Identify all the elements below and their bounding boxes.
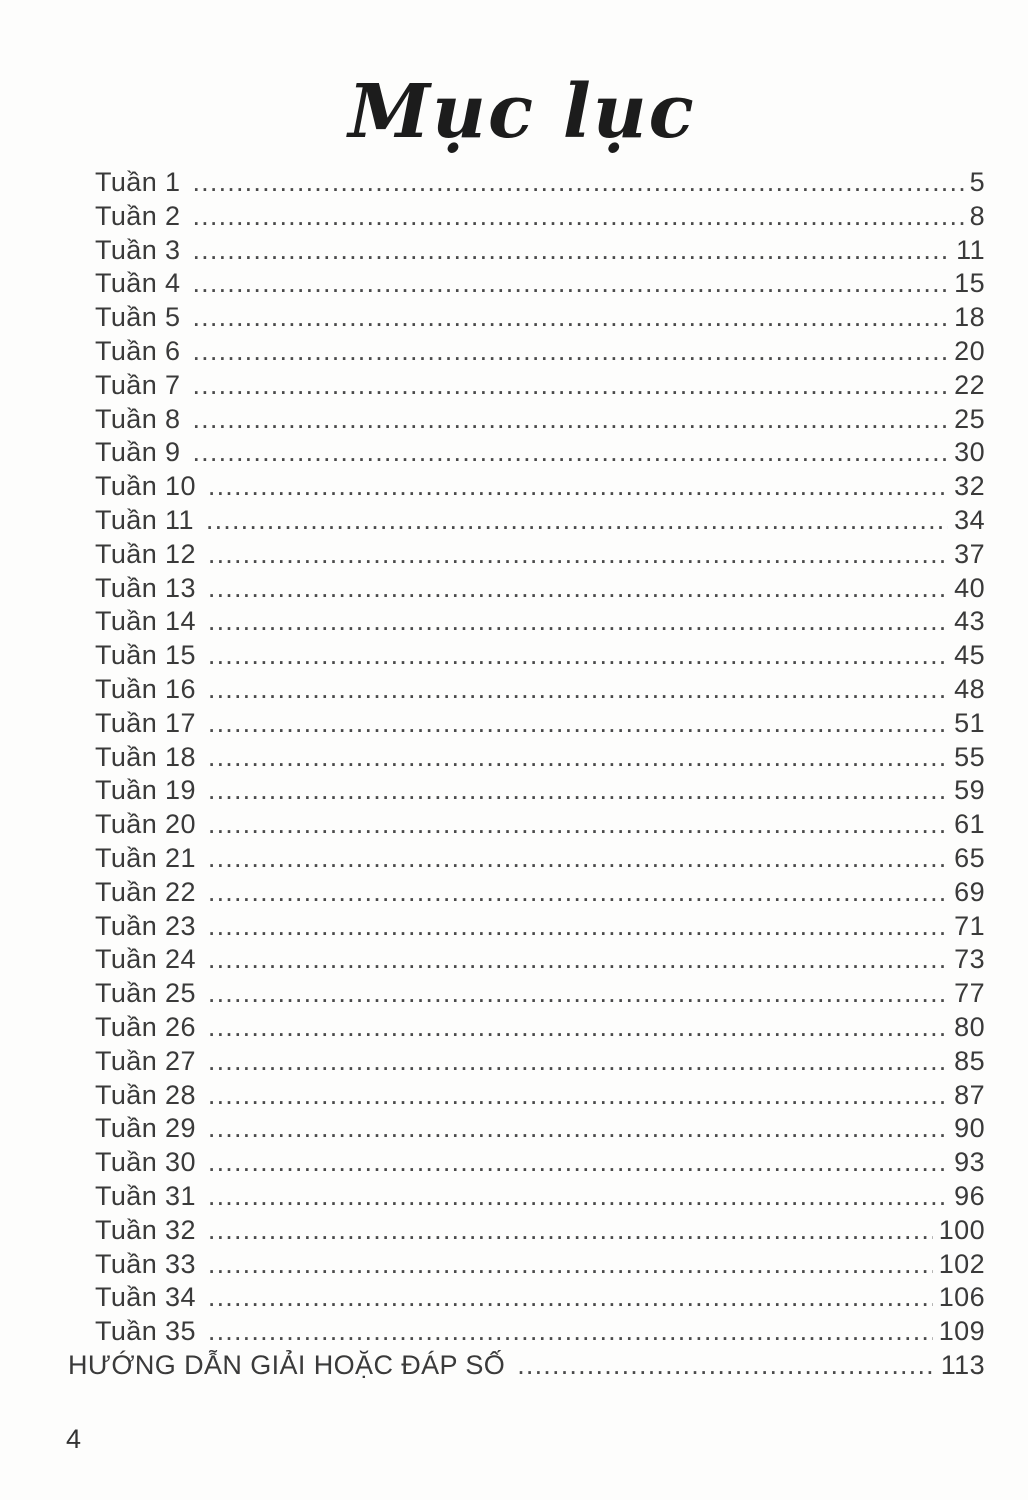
- dot-leader: [192, 403, 948, 437]
- toc-entry-page: 102: [938, 1248, 985, 1279]
- toc-entry-page: 85: [954, 1045, 985, 1076]
- dot-leader: [192, 234, 950, 268]
- toc-entry-label: Tuần 11: [95, 504, 194, 535]
- toc-entry: [95, 1011, 985, 1045]
- toc-entry-page: 30: [954, 437, 985, 468]
- toc-entry: [95, 707, 985, 741]
- toc-entry: [95, 369, 985, 403]
- toc-entry-label: Tuần 5: [95, 302, 181, 333]
- toc-entry: [95, 1281, 985, 1315]
- footer-page-number: 4: [66, 1424, 82, 1454]
- dot-leader: [208, 774, 948, 808]
- toc-entry-page: 51: [954, 707, 985, 738]
- toc-entry-page: 11: [956, 234, 985, 265]
- toc-entry-page: 32: [954, 471, 985, 502]
- toc-entry-page: 73: [954, 944, 985, 975]
- toc-entry: [95, 977, 985, 1011]
- toc-entry-label: Tuần 6: [95, 335, 181, 366]
- toc-entry: [95, 234, 985, 268]
- toc-entry-page: 34: [954, 504, 985, 535]
- dot-leader: [192, 166, 963, 200]
- toc-entry-page: 5: [969, 167, 985, 197]
- toc-entry: [95, 301, 985, 335]
- dot-leader: [208, 910, 948, 944]
- toc-entry: [95, 572, 985, 606]
- toc-entry-label: HƯỚNG DẪN GIẢI HOẶC ĐÁP SỐ: [68, 1349, 506, 1380]
- toc-entry: [95, 639, 985, 673]
- toc-entry-label: Tuần 8: [95, 403, 181, 434]
- toc-entry-label: Tuần 22: [95, 876, 196, 907]
- toc-entry-label: Tuần 1: [95, 167, 181, 197]
- toc-entry: [95, 470, 985, 504]
- toc-entry-page: 100: [938, 1214, 985, 1245]
- toc-entry: [95, 200, 985, 234]
- dot-leader: [192, 301, 948, 335]
- toc-entry-label: Tuần 23: [95, 910, 196, 941]
- toc-entry-label: Tuần 35: [95, 1316, 196, 1347]
- dot-leader: [208, 808, 948, 842]
- toc-entry-label: Tuần 13: [95, 572, 196, 603]
- toc-entry-page: 106: [938, 1282, 985, 1313]
- toc-entry-page: 93: [954, 1147, 985, 1178]
- toc-entry-label: Tuần 19: [95, 775, 196, 806]
- toc-entry-page: 18: [954, 302, 985, 333]
- page-title: Mục lục: [348, 69, 696, 155]
- toc-entry: [95, 1180, 985, 1214]
- toc-entry: [95, 1079, 985, 1113]
- toc-entry-page: 45: [954, 640, 985, 671]
- dot-leader: [517, 1349, 935, 1383]
- toc-entry-page: 37: [954, 538, 985, 569]
- dot-leader: [208, 943, 948, 977]
- dot-leader: [192, 436, 948, 470]
- toc-entry-label: Tuần 17: [95, 707, 196, 738]
- dot-leader: [208, 876, 948, 910]
- toc-entry-label: Tuần 25: [95, 978, 196, 1009]
- dot-leader: [192, 200, 963, 234]
- toc-entry: [95, 842, 985, 876]
- toc-entry: [95, 335, 985, 369]
- dot-leader: [208, 673, 948, 707]
- toc-entry-label: Tuần 16: [95, 673, 196, 704]
- toc-entry-page: 43: [954, 606, 985, 637]
- toc-entry-label: Tuần 20: [95, 809, 196, 840]
- toc-entry-label: Tuần 21: [95, 842, 196, 873]
- toc-entry: [95, 1112, 985, 1146]
- toc-entry: [95, 774, 985, 808]
- toc-entry-page: 109: [938, 1316, 985, 1347]
- dot-leader: [208, 741, 948, 775]
- toc-entry-label: Tuần 14: [95, 606, 196, 637]
- toc-entry: [95, 605, 985, 639]
- toc-entry-label: Tuần 34: [95, 1282, 196, 1313]
- toc-entry: [95, 741, 985, 775]
- toc-entry-page: 59: [954, 775, 985, 806]
- dot-leader: [208, 1180, 948, 1214]
- toc-entry-page: 71: [954, 910, 985, 941]
- toc-entry-label: Tuần 15: [95, 640, 196, 671]
- toc-entry: [95, 267, 985, 301]
- toc-entry-label: Tuần 24: [95, 944, 196, 975]
- toc-entry-page: 113: [940, 1349, 985, 1380]
- toc-entry-page: 65: [954, 842, 985, 873]
- toc-entry-page: 61: [954, 809, 985, 840]
- dot-leader: [208, 1011, 948, 1045]
- dot-leader: [208, 1214, 933, 1248]
- toc-entry: [95, 538, 985, 572]
- dot-leader: [208, 470, 948, 504]
- dot-leader: [206, 504, 948, 538]
- toc-entry: [95, 1214, 985, 1248]
- dot-leader: [208, 538, 948, 572]
- dot-leader: [208, 1248, 933, 1282]
- dot-leader: [208, 707, 948, 741]
- toc-entry: [95, 910, 985, 944]
- dot-leader: [208, 1281, 933, 1315]
- toc-entry-page: 25: [954, 403, 985, 434]
- dot-leader: [208, 639, 948, 673]
- toc-entry-label: Tuần 30: [95, 1147, 196, 1178]
- toc-entry-label: Tuần 29: [95, 1113, 196, 1144]
- toc-entry-page: 48: [954, 673, 985, 704]
- toc-entry: [95, 1248, 985, 1282]
- toc-entry: [95, 504, 985, 538]
- toc-entry-page: 77: [954, 978, 985, 1009]
- dot-leader: [208, 1112, 948, 1146]
- dot-leader: [208, 977, 948, 1011]
- toc-entry: [95, 943, 985, 977]
- dot-leader: [208, 1079, 948, 1113]
- toc-entry-page: 96: [954, 1180, 985, 1211]
- toc-entry-label: Tuần 33: [95, 1248, 196, 1279]
- dot-leader: [192, 335, 948, 369]
- dot-leader: [208, 605, 948, 639]
- toc-entry-label: Tuần 12: [95, 538, 196, 569]
- dot-leader: [208, 1146, 948, 1180]
- toc-entry-page: 8: [969, 200, 985, 231]
- toc-entry: [95, 166, 985, 200]
- toc-list: [68, 166, 985, 1383]
- toc-entry-page: 90: [954, 1113, 985, 1144]
- toc-entry-page: 15: [954, 268, 985, 299]
- toc-entry: [68, 1349, 985, 1383]
- toc-entry-page: 69: [954, 876, 985, 907]
- dot-leader: [192, 267, 948, 301]
- toc-entry-label: Tuần 27: [95, 1045, 196, 1076]
- dot-leader: [208, 1045, 948, 1079]
- dot-leader: [192, 369, 948, 403]
- toc-entry-label: Tuần 32: [95, 1214, 196, 1245]
- toc-entry: [95, 1045, 985, 1079]
- toc-entry-label: Tuần 7: [95, 369, 181, 400]
- dot-leader: [208, 842, 948, 876]
- toc-entry-page: 20: [954, 335, 985, 366]
- toc-entry-page: 40: [954, 572, 985, 603]
- toc-entry-page: 22: [954, 369, 985, 400]
- toc-entry: [95, 403, 985, 437]
- toc-entry: [95, 1146, 985, 1180]
- toc-entry-label: Tuần 2: [95, 200, 181, 231]
- toc-entry-label: Tuần 31: [95, 1180, 196, 1211]
- toc-entry-label: Tuần 9: [95, 437, 181, 468]
- toc-entry-page: 87: [954, 1079, 985, 1110]
- toc-entry-label: Tuần 3: [95, 234, 181, 265]
- toc-entry-page: 55: [954, 741, 985, 772]
- toc-entry: [95, 876, 985, 910]
- toc-entry: [95, 436, 985, 470]
- dot-leader: [208, 572, 948, 606]
- toc-entry: [95, 673, 985, 707]
- toc-entry-label: Tuần 4: [95, 268, 181, 299]
- toc-entry-label: Tuần 28: [95, 1079, 196, 1110]
- toc-entry-label: Tuần 10: [95, 471, 196, 502]
- toc-entry-label: Tuần 18: [95, 741, 196, 772]
- toc-entry-label: Tuần 26: [95, 1011, 196, 1042]
- toc-entry: [95, 808, 985, 842]
- dot-leader: [208, 1315, 933, 1349]
- toc-entry: [95, 1315, 985, 1349]
- toc-entry-page: 80: [954, 1011, 985, 1042]
